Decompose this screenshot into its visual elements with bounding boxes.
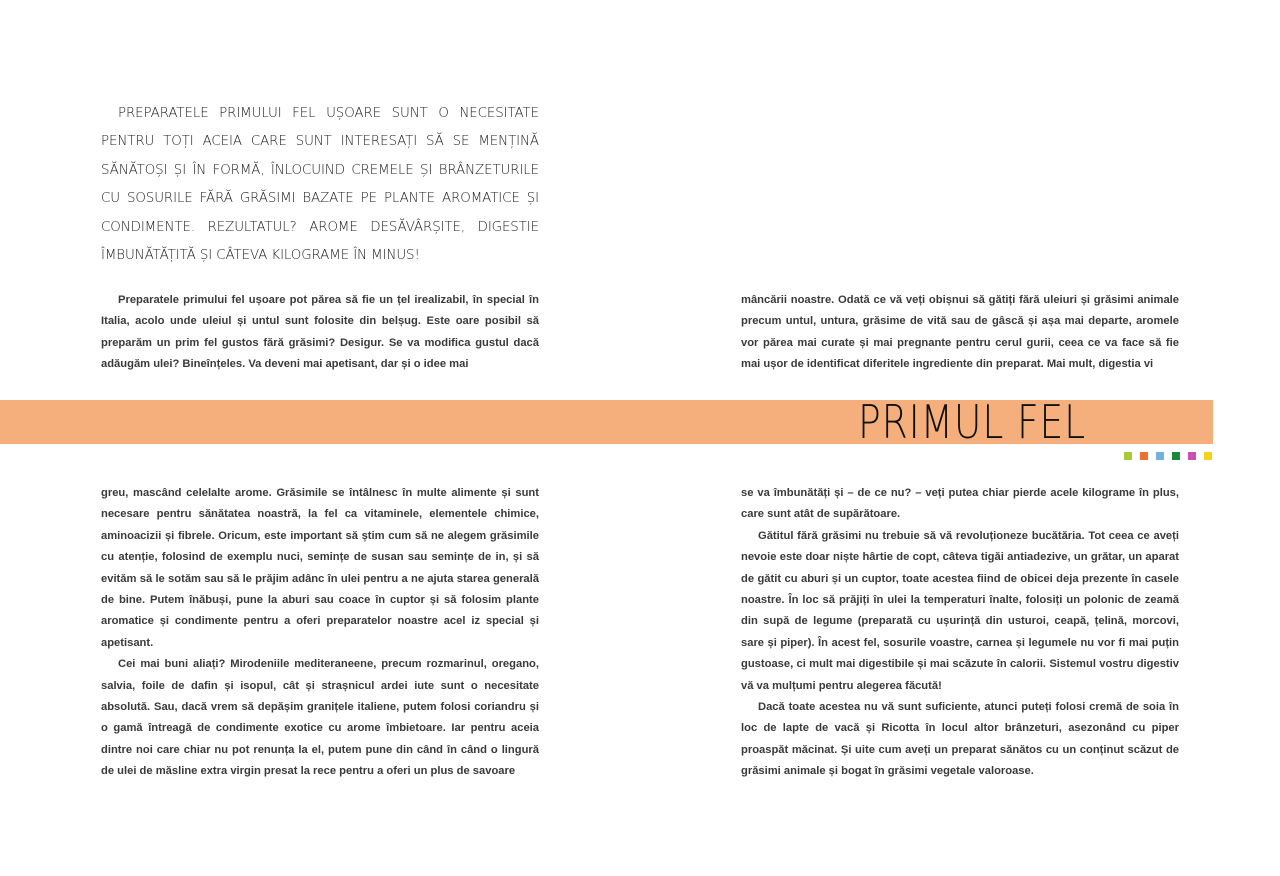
column-top-right	[741, 290, 1179, 376]
paragraph: mâncării noastre. Odată ce vă veți obișnui să gătiți fără uleiuri și grăsimi animale precum untul, untura, grăsime de vită sau de gâscă și așa mai departe, aromele vor părea mai curate și mai pregnante pentru cerul gurii, ceea ce va face să fie mai ușor de identificat diferitele ingrediente din preparat. Mai mult, digestia vi	[741, 294, 1179, 371]
paragraph: se va îmbunătăți și – de ce nu? – veți putea chiar pierde acele kilograme în plus, care sunt atât de supărătoare.	[741, 487, 1179, 521]
column-bottom-right	[741, 483, 1179, 783]
paragraph: Gătitul fără grăsimi nu trebuie să vă revoluționeze bucătăria. Tot ceea ce aveți nevoie este doar niște hârtie de copt, câteva tigăi antiadezive, un grătar, un aparat de gătit cu aburi și un cuptor, toate acestea fiind de obicei deja prezente în casele noastre. În loc să prăjiți în ulei la temperaturi înalte, folosiți un polonic de zeamă din supă de legume (preparată cu ușurință din usturoi, ceapă, țelină, morcovi, sare și piper). În acest fel, sosurile voastre, carnea și legumele nu vor fi mai puțin gustoase, ci mult mai digestibile și mai scăzute în calorii. Sistemul vostru digestiv vă va mulțumi pentru alegerea făcută!	[741, 529, 1179, 692]
swatch-3	[1156, 452, 1164, 460]
color-swatches	[1124, 452, 1212, 460]
column-top-left	[101, 290, 539, 376]
paragraph: Preparatele primului fel ușoare pot părea să fie un țel irealizabil, în special în Italia, acolo unde uleiul și untul sunt folosite din belșug. Este oare posibil să preparăm un prim fel gustos fără grăsimi? Desigur. Se va modifica gustul dacă adăugăm ulei? Bineînțeles. Va deveni mai apetisant, dar și o idee mai	[101, 294, 539, 371]
paragraph: greu, mascând celelalte arome. Grăsimile se întâlnesc în multe alimente și sunt necesare pentru sănătatea noastră, la fel ca vitaminele, elementele chimice, aminoacizii și fibrele. Oricum, este important să știm cum să ne alegem grăsimile cu atenție, folosind de exemplu nuci, semințe de susan sau semințe de in, și să evităm să le sotăm sau să le prăjim adânc în ulei pentru a ne ajuta starea generală de bine. Putem înăbuși, pune la aburi sau coace în cuptor și să folosim plante aromatice și condimente pentru a oferi preparatelor noastre acel iz special și apetisant.	[101, 487, 539, 649]
column-bottom-left	[101, 483, 539, 783]
swatch-4	[1172, 452, 1180, 460]
swatch-6	[1204, 452, 1212, 460]
intro-paragraph: PREPARATELE PRIMULUI FEL UȘOARE SUNT O NECESITATE PENTRU TOȚI ACEIA CARE SUNT INTERESAȚI SĂ SE MENȚINĂ SĂNĂTOȘI ȘI ÎN FORMĂ, ÎNLOCUIND CREMELE ȘI BRÂNZETURILE CU SOSURILE FĂRĂ GRĂSIMI BAZATE PE PLANTE AROMATICE ȘI CONDIMENTE. REZULTATUL? AROME DESĂVÂRȘITE, DIGESTIE ÎMBUNĂTĂȚITĂ ȘI CÂTEVA KILOGRAME ÎN MINUS!	[101, 106, 539, 264]
swatch-5	[1188, 452, 1196, 460]
paragraph: Cei mai buni aliați? Mirodeniile mediteraneene, precum rozmarinul, oregano, salvia, foile de dafin și isopul, cât și strașnicul ardei iute sunt o necesitate absolută. Sau, dacă vrem să depășim granițele italiene, putem folosi coriandru și o gamă întreagă de condimente exotice cu arome îmbietoare. Iar pentru aceia dintre noi care chiar nu pot renunța la el, putem pune din când în când o lingură de ulei de măsline extra virgin presat la rece pentru a oferi un plus de savoare	[101, 658, 539, 778]
section-title: PRIMUL FEL	[858, 395, 1086, 449]
paragraph: Dacă toate acestea nu vă sunt suficiente, atunci puteți folosi cremă de soia în loc de lapte de vacă și Ricotta în locul altor brânzeturi, asezonând cu piper proaspăt măcinat. Și uite cum aveți un preparat sănătos cu un conținut scăzut de grăsimi animale și bogat în grăsimi vegetale valoroase.	[741, 701, 1179, 778]
swatch-1	[1124, 452, 1132, 460]
swatch-2	[1140, 452, 1148, 460]
